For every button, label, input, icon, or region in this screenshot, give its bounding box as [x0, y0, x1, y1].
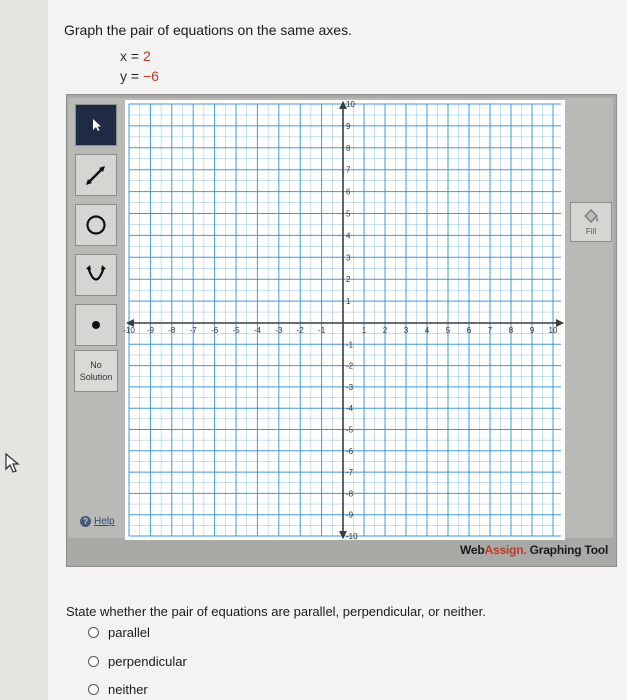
- x-tick-label: 3: [403, 326, 409, 335]
- y-tick-label: 8: [346, 143, 351, 153]
- x-tick-label: 2: [382, 326, 388, 335]
- option-perpendicular-label: perpendicular: [108, 654, 187, 669]
- x-tick-label: 5: [445, 326, 451, 335]
- help-icon: ?: [80, 516, 91, 527]
- y-tick-label: 4: [346, 231, 351, 241]
- coordinate-grid[interactable]: [125, 100, 565, 540]
- y-tick-label: -3: [346, 382, 354, 392]
- y-tick-label: -2: [346, 361, 354, 371]
- equation-1: [120, 48, 151, 64]
- x-tick-label: -8: [168, 326, 176, 335]
- x-tick-label: 9: [529, 326, 535, 335]
- equation-2-op: =: [130, 68, 140, 84]
- question-prompt: Graph the pair of equations on the same axes.: [64, 22, 352, 38]
- radio-parallel[interactable]: [88, 627, 99, 638]
- point-tool-button[interactable]: [75, 304, 117, 346]
- brand-assign: Assign.: [484, 543, 527, 557]
- y-tick-label: -7: [346, 468, 354, 478]
- y-tick-label: -8: [346, 489, 354, 499]
- equation-1-op: =: [130, 48, 140, 64]
- help-link[interactable]: [80, 516, 115, 527]
- x-tick-label: -5: [232, 326, 240, 335]
- y-tick-label: -9: [346, 510, 354, 520]
- pointer-icon: [88, 117, 104, 133]
- option-neither[interactable]: [88, 682, 148, 697]
- radio-perpendicular[interactable]: [88, 656, 99, 667]
- fill-bucket-icon: [581, 207, 601, 227]
- equation-2-var: y: [120, 68, 127, 84]
- line-tool-button[interactable]: [75, 154, 117, 196]
- x-tick-label: 1: [361, 326, 367, 335]
- y-tick-label: -5: [346, 425, 354, 435]
- radio-neither[interactable]: [88, 684, 99, 695]
- y-tick-label: -6: [346, 446, 354, 456]
- fill-label: Fill: [585, 227, 597, 236]
- line-icon: [83, 162, 109, 188]
- y-tick-label: -10: [346, 532, 358, 541]
- help-label: Help: [94, 516, 115, 527]
- parabola-tool-button[interactable]: [75, 254, 117, 296]
- y-tick-label: -1: [346, 340, 354, 350]
- x-tick-label: 6: [466, 326, 472, 335]
- choice-prompt: State whether the pair of equations are parallel, perpendicular, or neither.: [66, 604, 486, 619]
- y-tick-label: 7: [346, 165, 351, 175]
- y-tick-label: 2: [346, 275, 351, 285]
- option-neither-label: neither: [108, 682, 148, 697]
- y-tick-label: 3: [346, 253, 351, 263]
- x-tick-label: -7: [189, 326, 197, 335]
- brand-web: Web: [460, 543, 485, 557]
- equation-2: [120, 68, 159, 84]
- webassign-brand: [460, 543, 608, 557]
- mouse-cursor-icon: [4, 452, 22, 479]
- no-solution-button[interactable]: No Solution: [74, 350, 118, 392]
- x-tick-label: 8: [508, 326, 514, 335]
- x-tick-label: -4: [253, 326, 261, 335]
- equation-1-value: 2: [142, 48, 151, 64]
- y-tick-label: 9: [346, 121, 351, 131]
- point-icon: [83, 312, 109, 338]
- y-tick-label: -4: [346, 404, 354, 414]
- x-tick-label: -1: [318, 326, 326, 335]
- y-tick-label: 10: [346, 100, 355, 109]
- fill-button[interactable]: [570, 202, 612, 242]
- x-tick-label: 4: [424, 326, 430, 335]
- equation-1-var: x: [120, 48, 127, 64]
- x-tick-label: -3: [275, 326, 283, 335]
- parabola-icon: [83, 262, 109, 288]
- x-tick-label: 10: [548, 326, 558, 335]
- grid-background: [125, 100, 565, 540]
- circle-icon: [83, 212, 109, 238]
- x-tick-label: -6: [211, 326, 219, 335]
- x-tick-label: -2: [296, 326, 304, 335]
- pointer-tool-button[interactable]: [75, 104, 117, 146]
- y-tick-label: 6: [346, 187, 351, 197]
- option-parallel-label: parallel: [108, 625, 150, 640]
- equation-2-value: −6: [142, 68, 159, 84]
- circle-tool-button[interactable]: [75, 204, 117, 246]
- x-tick-label: -9: [146, 326, 154, 335]
- y-tick-label: 5: [346, 209, 351, 219]
- x-tick-label: -10: [123, 326, 135, 335]
- option-parallel[interactable]: [88, 625, 150, 640]
- brand-tool: Graphing Tool: [529, 543, 609, 557]
- y-tick-label: 1: [346, 297, 351, 307]
- x-tick-label: 7: [487, 326, 493, 335]
- option-perpendicular[interactable]: [88, 654, 187, 669]
